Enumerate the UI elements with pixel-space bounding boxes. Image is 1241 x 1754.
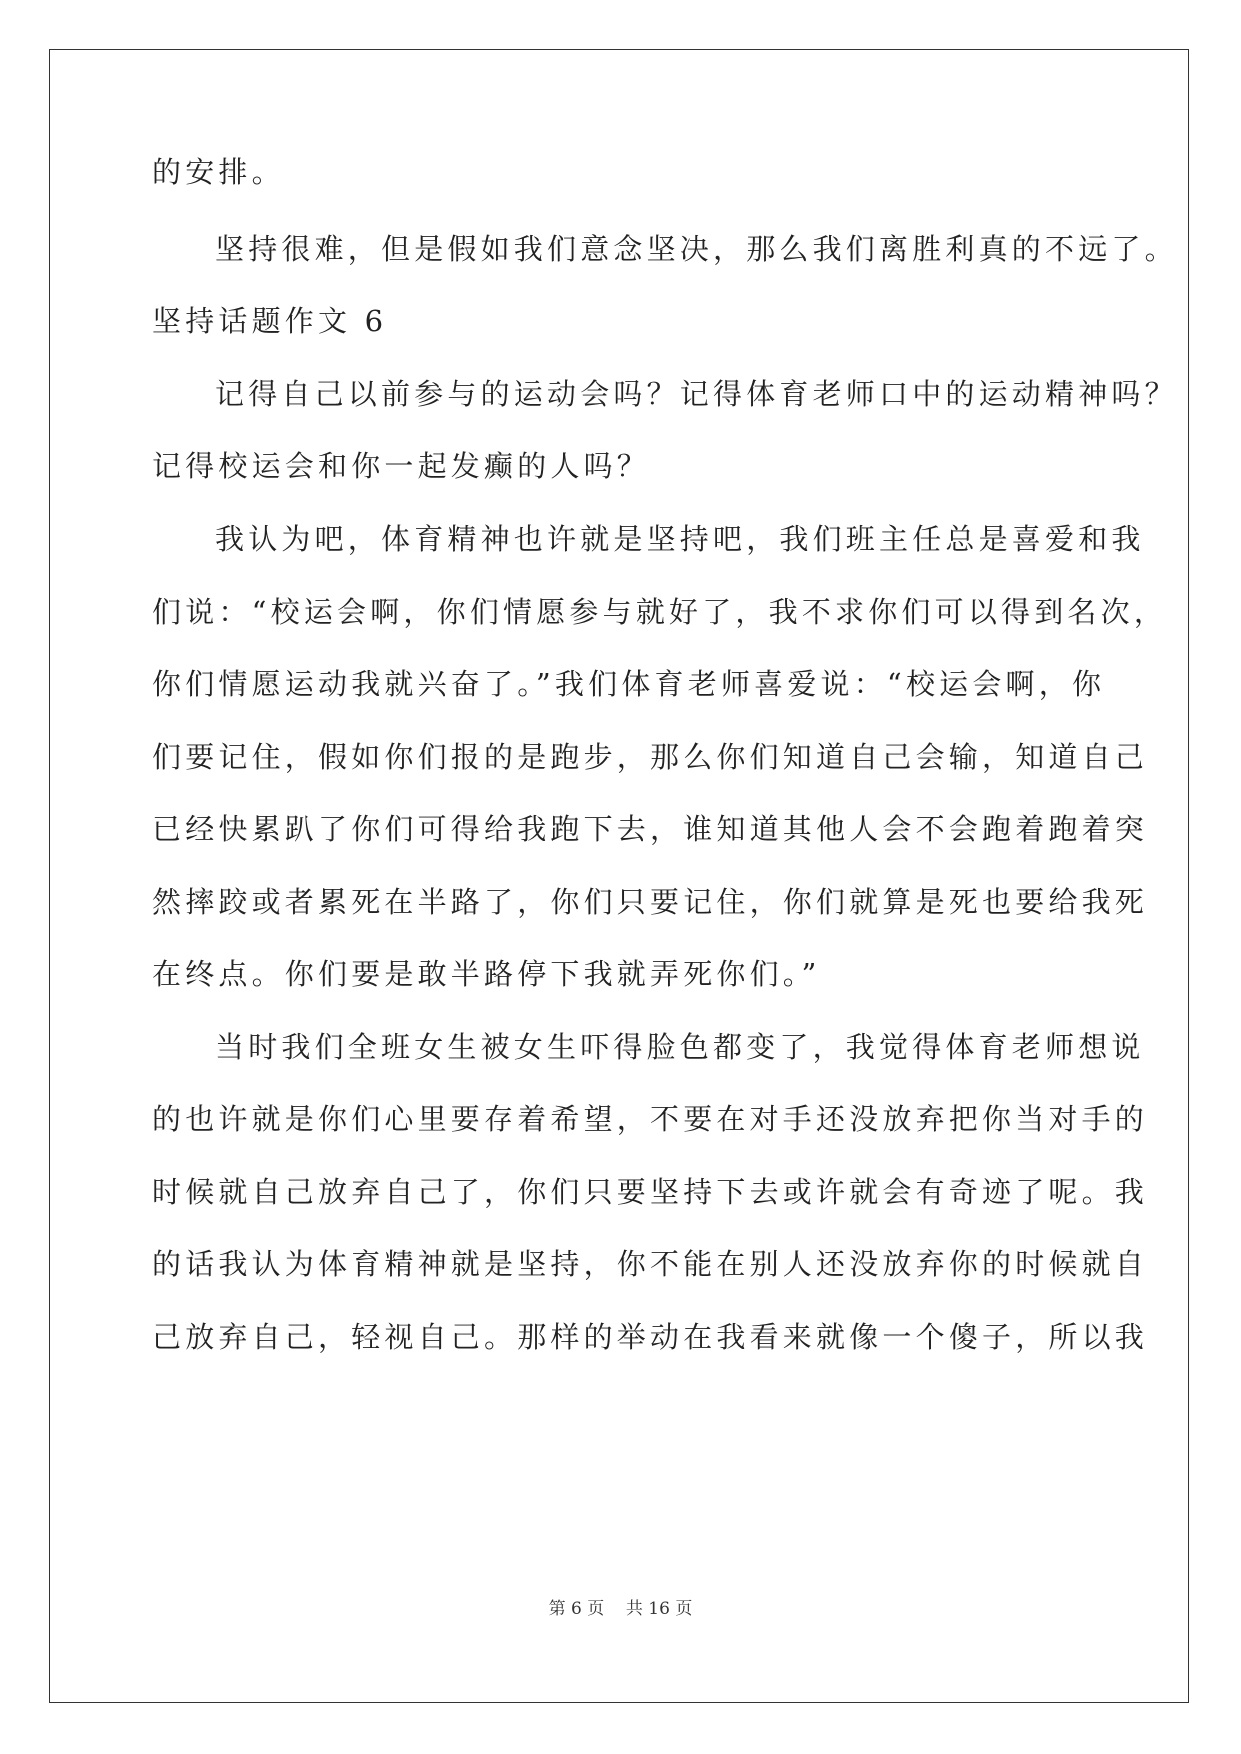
text-line: 己放弃自己，轻视自己。那样的举动在我看来就像一个傻子，所以我	[152, 1320, 1149, 1354]
page-border	[49, 49, 1189, 1703]
text-line: 当时我们全班女生被女生吓得脸色都变了，我觉得体育老师想说	[215, 1030, 1145, 1064]
text-line: 的安排。	[152, 155, 285, 189]
text-line: 的也许就是你们心里要存着希望，不要在对手还没放弃把你当对手的	[152, 1102, 1149, 1136]
text-line: 时候就自己放弃自己了，你们只要坚持下去或许就会有奇迹了呢。我	[152, 1175, 1149, 1209]
page-footer	[0, 1598, 1241, 1620]
text-line: 坚持很难，但是假如我们意念坚决，那么我们离胜利真的不远了。	[215, 232, 1178, 266]
text-line: 已经快累趴了你们可得给我跑下去，谁知道其他人会不会跑着跑着突	[152, 812, 1149, 846]
section-heading: 坚持话题作文 6	[152, 304, 388, 338]
text-line: 你们情愿运动我就兴奋了。”我们体育老师喜爱说：“校运会啊，你	[152, 667, 1106, 701]
text-line: 们要记住，假如你们报的是跑步，那么你们知道自己会输，知道自己	[152, 740, 1149, 774]
text-line: 在终点。你们要是敢半路停下我就弄死你们。”	[152, 957, 821, 991]
page-total: 共 16 页	[625, 1599, 693, 1619]
text-line: 记得自己以前参与的运动会吗？记得体育老师口中的运动精神吗？	[215, 377, 1178, 411]
page-number: 第 6 页	[548, 1599, 605, 1619]
text-line: 记得校运会和你一起发癫的人吗？	[152, 449, 651, 483]
text-line: 我认为吧，体育精神也许就是坚持吧，我们班主任总是喜爱和我	[215, 522, 1145, 556]
text-line: 们说：“校运会啊，你们情愿参与就好了，我不求你们可以得到名次，	[152, 595, 1168, 629]
text-line: 然摔跤或者累死在半路了，你们只要记住，你们就算是死也要给我死	[152, 885, 1149, 919]
text-line: 的话我认为体育精神就是坚持，你不能在别人还没放弃你的时候就自	[152, 1247, 1149, 1281]
